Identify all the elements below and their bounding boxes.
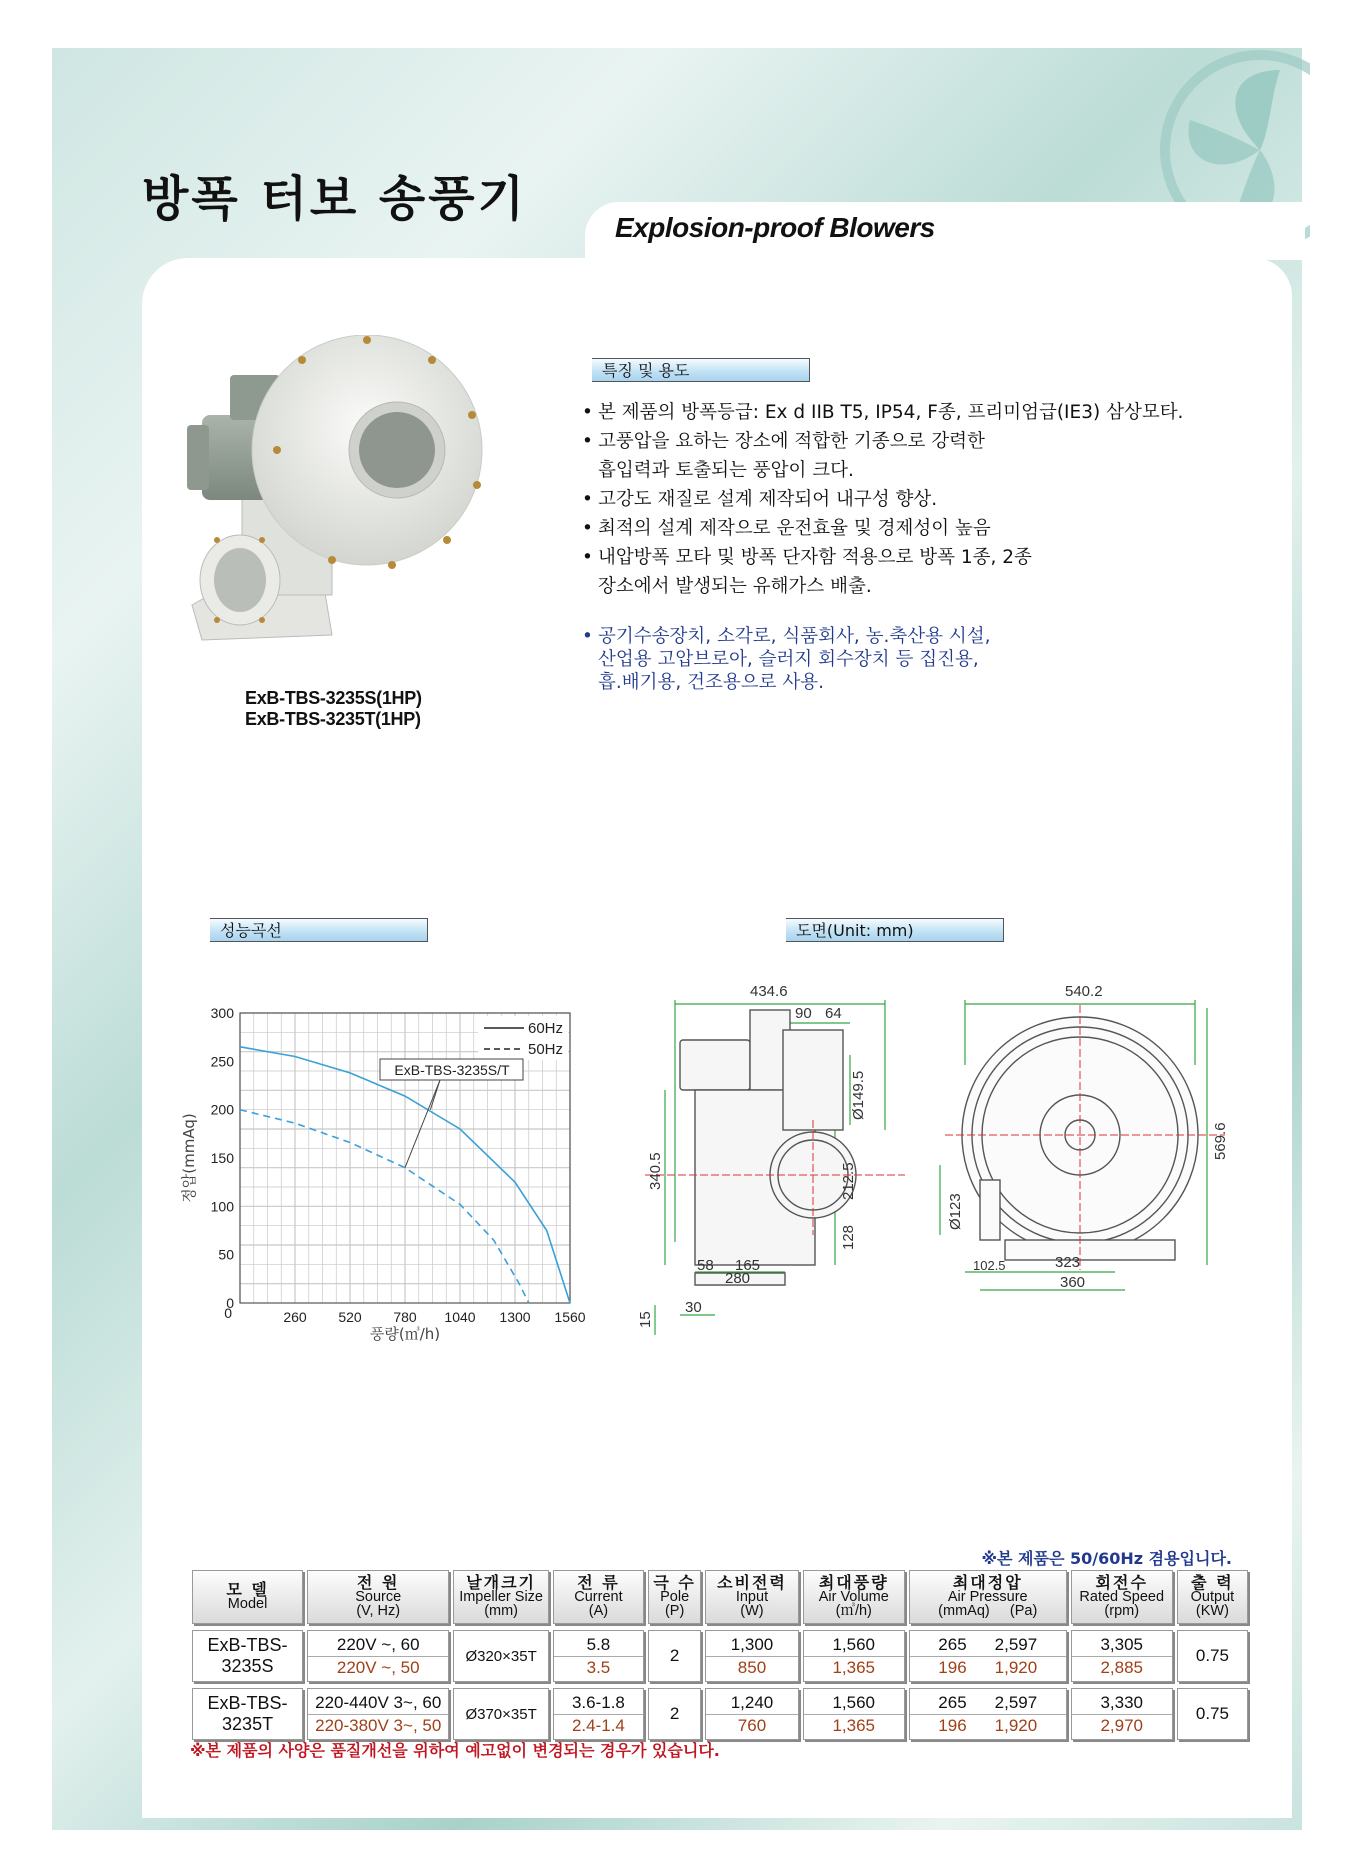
header-volume: 최대풍량 Air Volume (㎥/h) [803, 1570, 905, 1624]
dim-58: 58 [697, 1257, 714, 1274]
cell-pressure: 265 2,597 196 1,920 [909, 1688, 1067, 1740]
cell-input: 1,300 850 [705, 1630, 798, 1682]
x-tick-label: 1040 [444, 1309, 476, 1325]
x-axis-label: 풍량(㎥/h) [369, 1325, 441, 1343]
dim-323: 323 [1055, 1254, 1081, 1271]
table-row [192, 1630, 1248, 1682]
legend-label-50hz: 50Hz [528, 1041, 564, 1058]
y-tick-label: 0 [226, 1295, 234, 1311]
cell-model: ExB-TBS-3235T [192, 1688, 303, 1740]
dim-64: 64 [825, 1005, 842, 1022]
cell-current: 3.6-1.8 2.4-1.4 [553, 1688, 644, 1740]
dim-30: 30 [685, 1299, 702, 1316]
cell-impeller: Ø320×35T [453, 1630, 549, 1682]
model-label-t: ExB-TBS-3235T(1HP) [245, 709, 421, 729]
cell-speed: 3,330 2,970 [1071, 1688, 1173, 1740]
cell-volume: 1,560 1,365 [803, 1630, 905, 1682]
spec-note-bottom: ※본 제품의 사양은 품질개선을 위하여 예고없이 변경되는 경우가 있습니다. [190, 1741, 720, 1760]
dim-340: 340.5 [647, 1152, 664, 1190]
dim-15: 15 [637, 1311, 654, 1328]
cell-model: ExB-TBS-3235S [192, 1630, 303, 1682]
x-tick-label: 1300 [499, 1309, 531, 1325]
x-tick-label: 1560 [554, 1309, 586, 1325]
header-current: 전 류 Current (A) [553, 1570, 644, 1624]
x-tick-label: 780 [393, 1309, 417, 1325]
performance-chart [180, 995, 600, 1345]
header-input: 소비전력 Input (W) [705, 1570, 798, 1624]
cell-speed: 3,305 2,885 [1071, 1630, 1173, 1682]
performance-heading: 성능곡선 [210, 918, 428, 942]
dim-280: 280 [725, 1270, 751, 1287]
cell-source: 220V ~, 60 220V ~, 50 [307, 1630, 449, 1682]
dim-360: 360 [1060, 1274, 1086, 1291]
y-tick-label: 200 [210, 1101, 234, 1118]
drawing-heading: 도면(Unit: mm) [786, 918, 1004, 942]
x-tick-label: 520 [338, 1309, 362, 1325]
cell-source: 220-440V 3~, 60 220-380V 3~, 50 [307, 1688, 449, 1740]
header-source: 전 원 Source (V, Hz) [307, 1570, 449, 1624]
cell-pressure: 265 2,597 196 1,920 [909, 1630, 1067, 1682]
header-output: 출 력 Output (KW) [1177, 1570, 1248, 1624]
dim-165: 165 [735, 1257, 761, 1274]
dim-dia149: Ø149.5 [850, 1070, 867, 1120]
header-speed: 회전수 Rated Speed (rpm) [1071, 1570, 1173, 1624]
dim-dia123: Ø123 [947, 1193, 964, 1230]
header-pole: 극 수 Pole (P) [648, 1570, 701, 1624]
feature-item: • 내압방폭 모타 및 방폭 단자함 적용으로 방폭 1종, 2종 장소에서 발생되는 유해가스 배출. [582, 543, 1302, 601]
y-tick-label: 100 [210, 1198, 234, 1215]
dim-width-total: 434.6 [750, 983, 788, 1000]
header-pressure: 최대정압 Air Pressure (mmAq) (Pa) [909, 1570, 1067, 1624]
product-models [245, 688, 422, 730]
annotation-label: ExB-TBS-3235S/T [394, 1062, 510, 1078]
x-tick-label: 0 [224, 1305, 232, 1321]
feature-item: • 본 제품의 방폭등급: Ex d IIB T5, IP54, F종, 프리미엄급(IE3) 삼상모타. [582, 398, 1302, 427]
feature-item: • 고풍압을 요하는 장소에 적합한 기종으로 강력한 흡입력과 토출되는 풍압이 크다. [582, 427, 1302, 485]
uses-item: • 공기수송장치, 소각로, 식품회사, 농.축산용 시설, 산업용 고압브로아, 슬러지 회수장치 등 집진용, 흡.배기용, 건조용으로 사용. [582, 625, 1302, 694]
y-tick-label: 300 [210, 1005, 234, 1021]
dimension-drawing [635, 980, 1240, 1350]
y-tick-label: 150 [210, 1150, 234, 1166]
y-tick-label: 50 [218, 1246, 234, 1263]
y-tick-label: 250 [210, 1053, 234, 1070]
dim-90: 90 [795, 1005, 812, 1022]
cell-impeller: Ø370×35T [453, 1688, 549, 1740]
header-impeller: 날개크기 Impeller Size (mm) [453, 1570, 549, 1624]
spec-table [188, 1570, 1252, 1740]
page-title: 방폭 터보 송풍기 [142, 171, 527, 227]
cell-output: 0.75 [1177, 1630, 1248, 1682]
cell-output: 0.75 [1177, 1688, 1248, 1740]
dim-540: 540.2 [1065, 983, 1103, 1000]
uses-list [582, 625, 1302, 694]
dim-569: 569.6 [1212, 1122, 1229, 1160]
dim-128: 128 [840, 1224, 857, 1250]
page-subtitle: Explosion-proof Blowers [615, 212, 935, 243]
cell-pole: 2 [648, 1630, 701, 1682]
x-tick-label: 260 [283, 1309, 307, 1325]
feature-item: • 고강도 재질로 설계 제작되어 내구성 향상. [582, 485, 1302, 514]
cell-volume: 1,560 1,365 [803, 1688, 905, 1740]
feature-item: • 최적의 설계 제작으로 운전효율 및 경제성이 높음 [582, 514, 1302, 543]
table-row [192, 1688, 1248, 1740]
model-label-s: ExB-TBS-3235S(1HP) [245, 688, 422, 708]
dim-212: 212.5 [840, 1162, 857, 1200]
annotation-pointer [405, 1080, 440, 1168]
dim-102: 102.5 [973, 1258, 1006, 1273]
spec-note-top: ※본 제품은 50/60Hz 겸용입니다. [981, 1549, 1232, 1568]
cell-current: 5.8 3.5 [553, 1630, 644, 1682]
features-heading: 특징 및 용도 [592, 358, 810, 382]
legend-label-60hz: 60Hz [528, 1020, 564, 1037]
features-list [582, 398, 1302, 601]
cell-input: 1,240 760 [705, 1688, 798, 1740]
product-photo [182, 335, 512, 675]
y-axis-label: 정압(mmAq) [180, 1113, 198, 1203]
header-model: 모 델 Model [192, 1570, 303, 1624]
cell-pole: 2 [648, 1688, 701, 1740]
